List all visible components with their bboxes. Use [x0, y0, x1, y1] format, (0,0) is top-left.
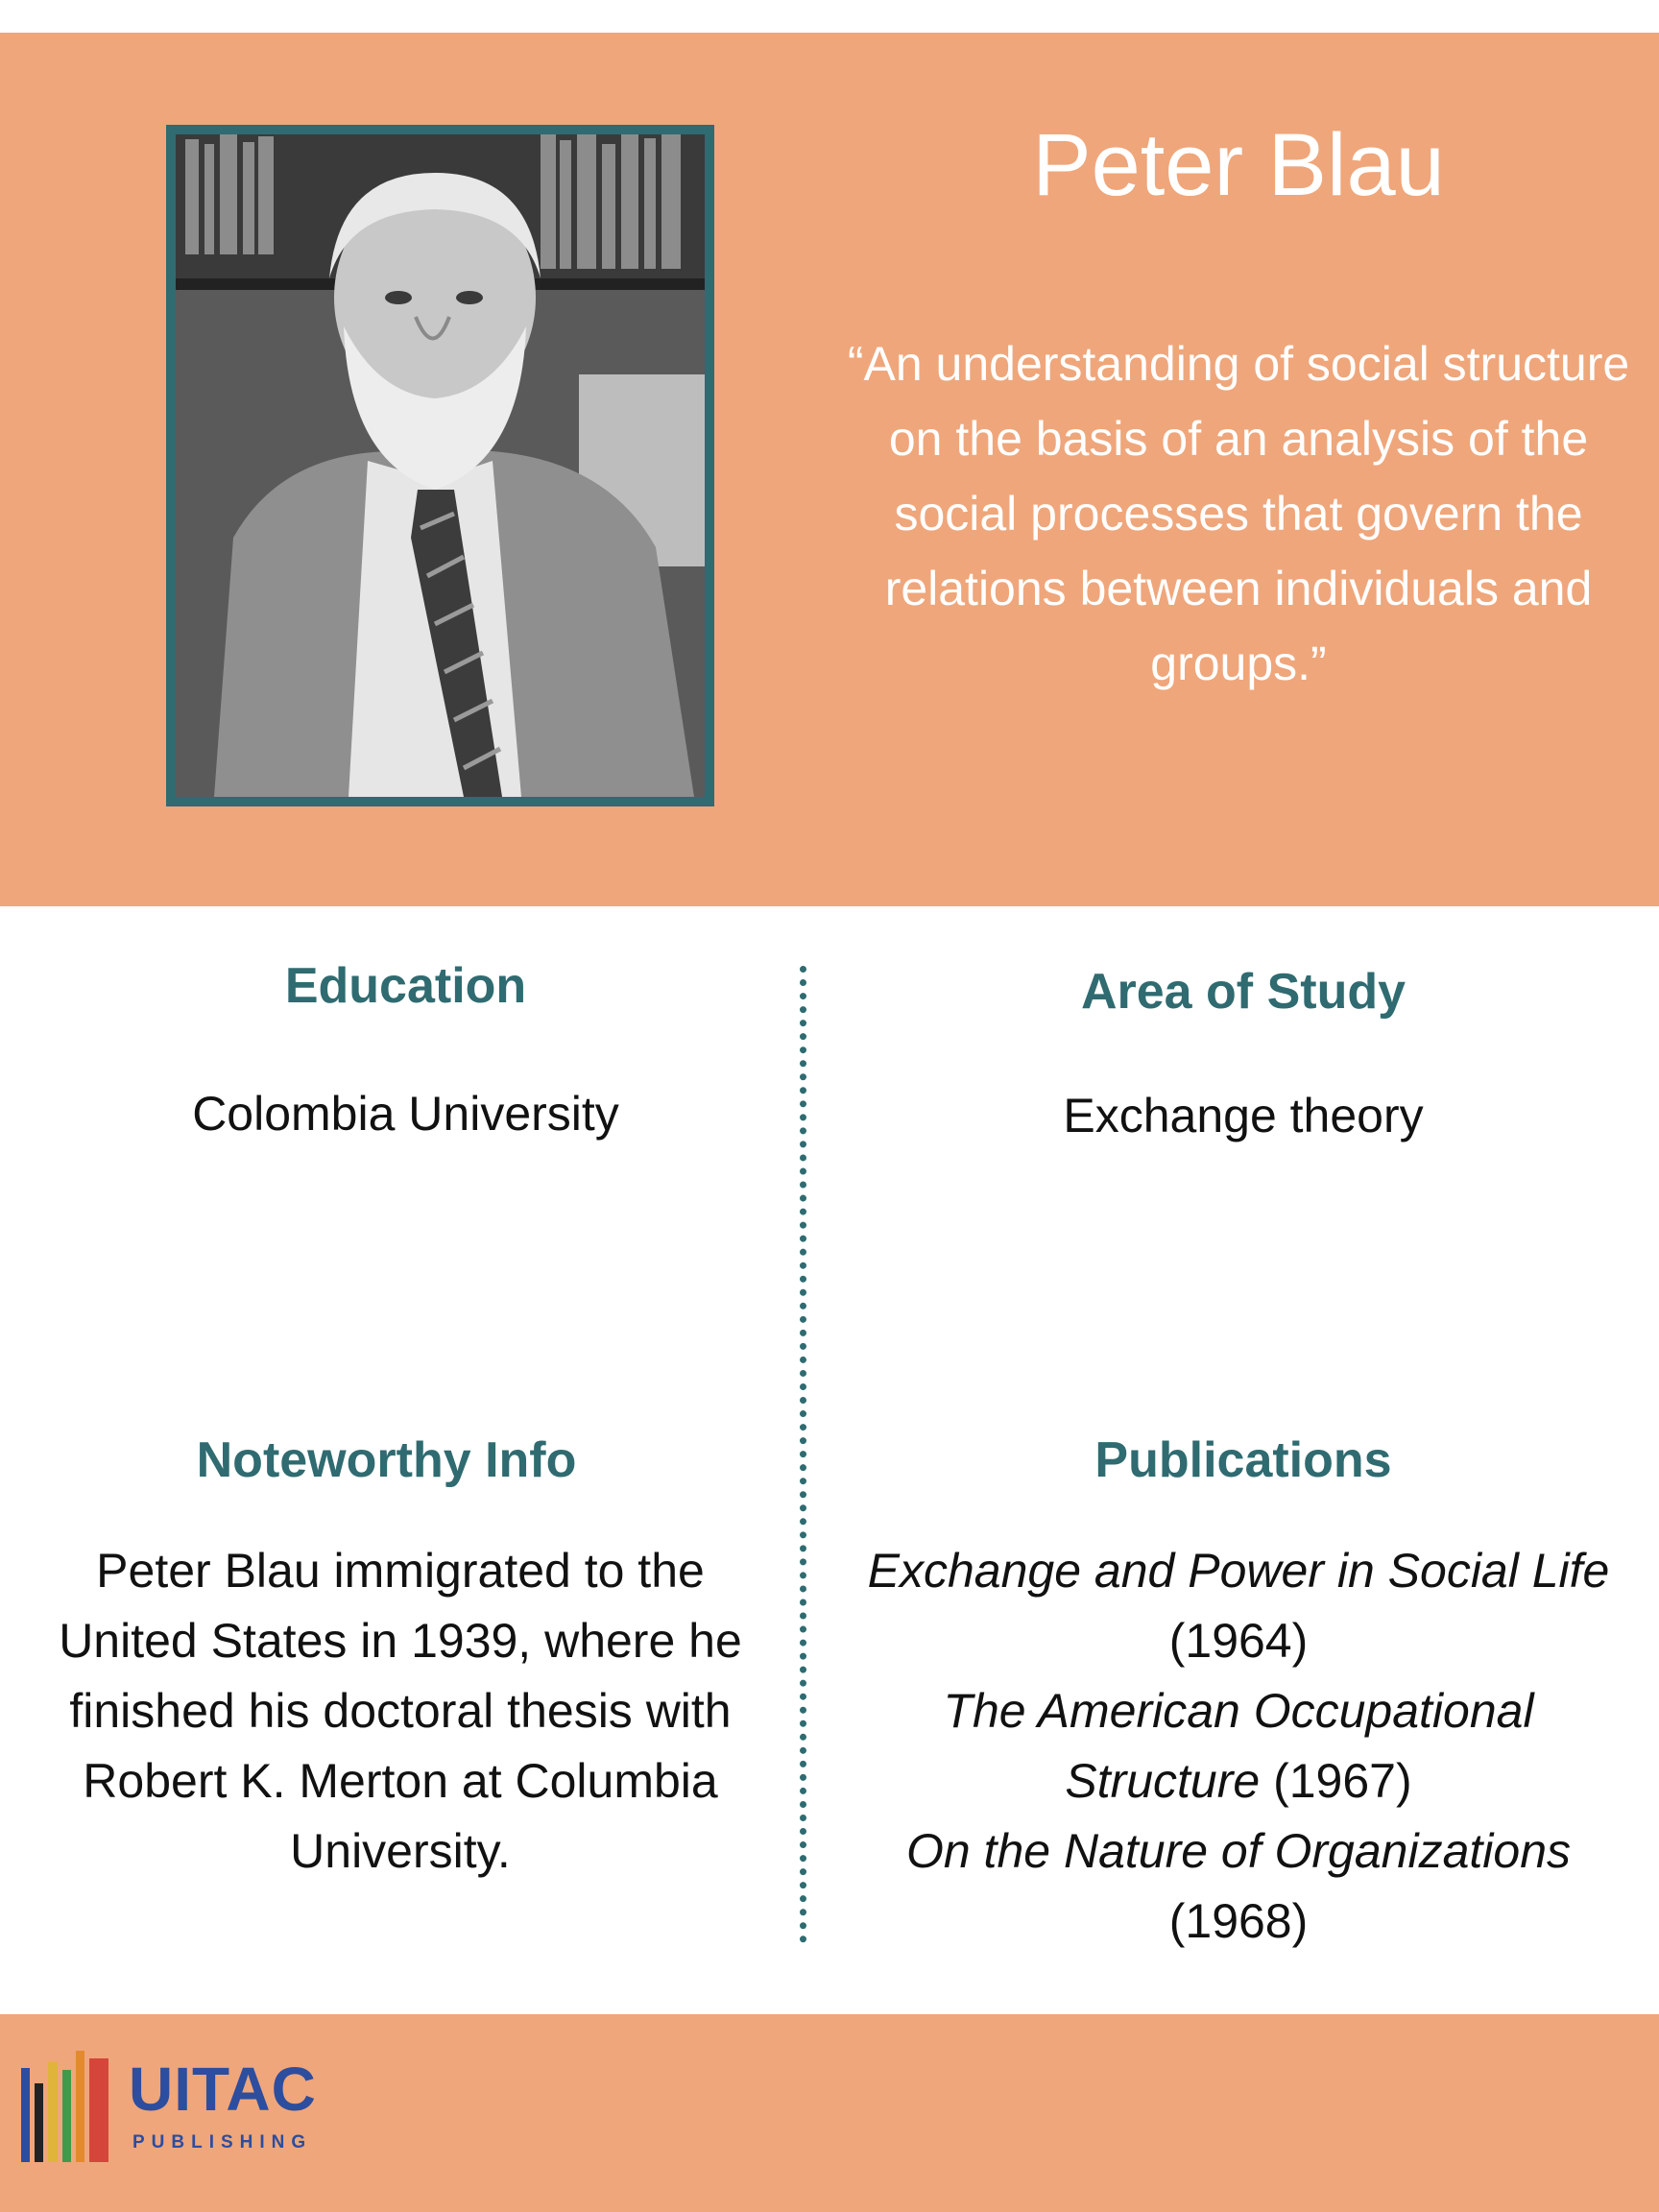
uitac-publishing-logo: [21, 2051, 328, 2166]
logo-bars-icon: [21, 2051, 113, 2162]
footer-banner: [0, 2014, 1659, 2212]
publication-title: Exchange and Power in Social Life: [867, 1544, 1610, 1598]
publication-title: On the Nature of Organizations: [905, 1824, 1572, 1878]
logo-wordmark: UITAC: [129, 2055, 317, 2124]
area-of-study-body: Exchange theory: [1063, 1089, 1424, 1142]
publication-year: (1967): [1260, 1754, 1412, 1808]
publications-title: Publications: [1094, 1432, 1392, 1488]
portrait-image: [176, 134, 705, 797]
publication-item: [864, 1676, 1613, 1816]
publication-year: (1968): [1168, 1894, 1309, 1948]
person-quote: “An understanding of social structure on the basis of an analysis of the social processes that govern the relations between individuals and groups.”: [847, 337, 1630, 690]
publication-item: [864, 1536, 1613, 1676]
logo-subtitle: PUBLISHING: [132, 2132, 313, 2152]
portrait-photo: [166, 125, 714, 806]
publication-title: The American Occupational Structure: [943, 1684, 1534, 1808]
area-of-study-title: Area of Study: [1080, 964, 1407, 1020]
noteworthy-title: Noteworthy Info: [196, 1432, 577, 1488]
dotted-divider: [800, 966, 806, 1943]
publication-item: [864, 1816, 1613, 1957]
publications-list: [864, 1536, 1613, 1957]
header-banner: [0, 33, 1659, 906]
education-body: Colombia University: [192, 1087, 619, 1141]
publication-year: (1964): [1168, 1614, 1309, 1668]
education-title: Education: [284, 958, 527, 1014]
person-name: Peter Blau: [1032, 116, 1445, 214]
noteworthy-body: Peter Blau immigrated to the United States in 1939, where he finished his doctoral thesis with Robert K. Merton at Columbia University.: [59, 1544, 742, 1878]
